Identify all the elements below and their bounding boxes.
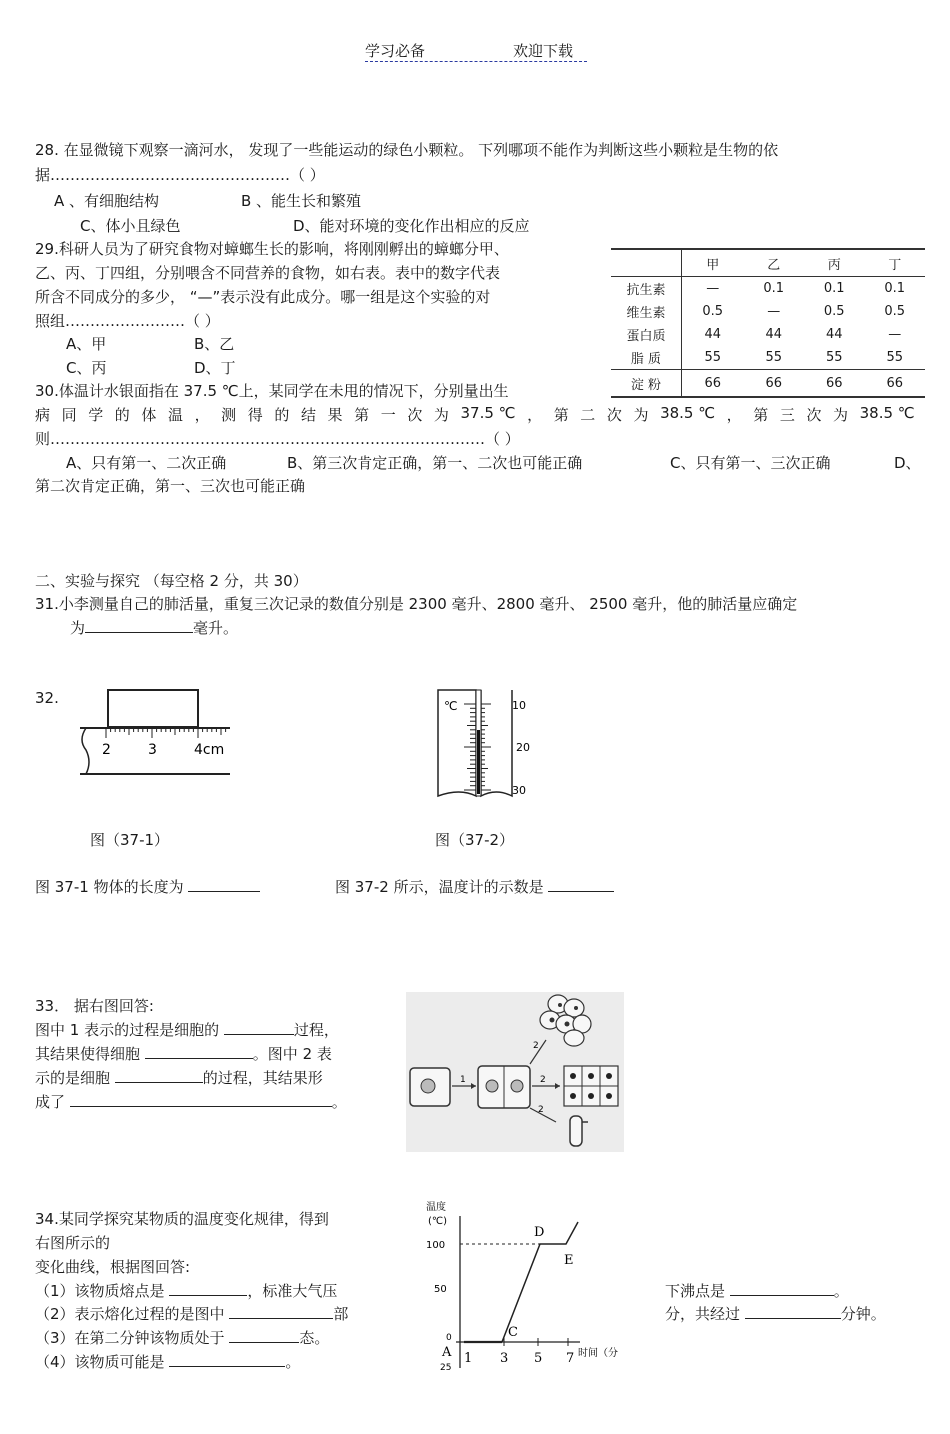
q30-line2 xyxy=(35,404,915,425)
ruler-tick-label: 3 xyxy=(148,742,157,758)
row-label: 脂 质 xyxy=(611,346,682,370)
q31-line2 xyxy=(70,617,238,638)
q31-answer-blank[interactable] xyxy=(85,618,193,633)
q30-word: 次 xyxy=(407,406,423,424)
q33-text: 图中 1 表示的过程是细胞的 xyxy=(35,1021,220,1039)
temperature-answer-blank[interactable] xyxy=(548,877,614,892)
q34-part1-right xyxy=(665,1280,849,1301)
table-cell: 0.1 xyxy=(884,281,906,296)
table-cell: 0.1 xyxy=(763,281,785,296)
q34-part2-right xyxy=(665,1303,886,1324)
point-label: D xyxy=(534,1225,545,1240)
thermo-tick-label: 10 xyxy=(512,699,526,712)
q33-text: 。 xyxy=(331,1093,347,1111)
q30-word: 体 xyxy=(141,406,157,424)
q31-prefix: 为 xyxy=(70,619,86,637)
q33-line3 xyxy=(35,1043,332,1064)
q30-word: 病 xyxy=(35,406,51,424)
cell-division-figure xyxy=(406,992,624,1152)
figure-caption-2: 图（37-2） xyxy=(435,831,515,849)
q34-part1 xyxy=(35,1280,337,1301)
q30-word: ， xyxy=(726,406,742,424)
table-cell: 55 xyxy=(886,350,903,365)
table-cell: 0.1 xyxy=(823,281,845,296)
table-cell: 44 xyxy=(704,327,721,342)
x-tick-label: 7 xyxy=(566,1351,575,1366)
q34-part2 xyxy=(35,1303,348,1324)
q31-line1: 31.小李测量自己的肺活量，重复三次记录的数值分别是 2300 毫升、2800 毫升、 2500 毫升，他的肺活量应确定 xyxy=(35,595,798,613)
table-cell: 55 xyxy=(825,350,843,365)
temperature-curve xyxy=(502,1222,578,1342)
q29-line3: 所含不同成分的多少， “—”表示没有此成分。哪一组是这个实验的对 xyxy=(35,288,491,306)
q33-line4 xyxy=(35,1067,323,1088)
table-header-cell: 甲 xyxy=(682,249,744,277)
q30-word: 次 xyxy=(606,406,622,424)
q30-word: 结 xyxy=(300,406,316,424)
section-title: 二、实验与探究 （每空格 2 分，共 30） xyxy=(35,572,308,590)
table-header-cell: 丁 xyxy=(864,249,925,277)
chart-xlabel: 时间（分 xyxy=(578,1348,618,1359)
table-cell: 0.5 xyxy=(823,304,845,319)
thermometer-figure xyxy=(436,688,536,800)
q30-option-c: C、只有第一、三次正确 xyxy=(670,454,831,472)
process-label: 2 xyxy=(540,1075,546,1085)
table-cell: 66 xyxy=(743,370,804,398)
measured-block xyxy=(108,690,198,727)
q33-text: 示的是细胞 xyxy=(35,1069,111,1087)
q34-text: 部 xyxy=(333,1305,349,1323)
y-tick-label: 50 xyxy=(434,1284,447,1295)
q30-word: 三 xyxy=(779,406,795,424)
temperature-curve-figure xyxy=(420,1196,630,1376)
q29-option-a: A、甲 xyxy=(66,335,107,353)
point-label: A xyxy=(442,1345,452,1360)
q33-line2 xyxy=(35,1019,339,1040)
table-cell: 55 xyxy=(704,350,721,365)
substance-blank[interactable] xyxy=(169,1352,285,1367)
q34-line2: 右图所示的 xyxy=(35,1234,111,1252)
table-cell: 66 xyxy=(682,370,744,398)
q31-suffix: 毫升。 xyxy=(193,619,239,637)
q33-text: 过程， xyxy=(293,1021,339,1039)
q30-word: ， xyxy=(527,406,543,424)
y-tick-label: 0 xyxy=(446,1333,452,1343)
duration-blank[interactable] xyxy=(745,1304,841,1319)
melting-point-blank[interactable] xyxy=(169,1281,247,1296)
q30-word: 第 xyxy=(553,406,569,424)
q30-word: 为 xyxy=(633,406,649,424)
chart-ylabel-unit: (℃) xyxy=(428,1216,448,1227)
q33-blank-1[interactable] xyxy=(224,1020,294,1035)
y-tick-label: 100 xyxy=(426,1240,446,1251)
melting-segment-blank[interactable] xyxy=(229,1304,333,1319)
table-cell: 0.5 xyxy=(884,304,906,319)
header-underline xyxy=(365,61,587,62)
q34-text: （3）在第二分钟该物质处于 xyxy=(35,1329,225,1347)
q33-blank-2[interactable] xyxy=(145,1044,253,1059)
table-cell: 55 xyxy=(765,350,782,365)
length-answer-blank[interactable] xyxy=(188,877,260,892)
q30-word: 次 xyxy=(806,406,822,424)
table-corner xyxy=(611,249,682,277)
q30-option-a: A、只有第一、二次正确 xyxy=(66,454,227,472)
q29-line1: 29.科研人员为了研究食物对蟑螂生长的影响，将刚刚孵出的蟑螂分甲、 xyxy=(35,240,509,258)
table-row xyxy=(611,370,925,398)
q34-part4 xyxy=(35,1351,300,1372)
q28-option-d: D、能对环境的变化作出相应的反应 xyxy=(293,217,530,235)
table-row xyxy=(611,277,925,301)
table-cell: 66 xyxy=(804,370,865,398)
elongated-cell xyxy=(570,1116,582,1146)
q28-line2: 据…………………………………………（ ） xyxy=(35,166,325,184)
x-tick-label: 3 xyxy=(500,1351,509,1366)
q34-part3 xyxy=(35,1327,329,1348)
q30-word: 学 xyxy=(88,406,104,424)
table-row xyxy=(611,323,925,346)
x-tick-label: 1 xyxy=(464,1351,473,1366)
q30-word: 38.5 ℃ xyxy=(660,404,716,422)
q29-option-d: D、丁 xyxy=(194,359,236,377)
table-header-cell: 乙 xyxy=(743,249,804,277)
row-label: 蛋白质 xyxy=(611,323,682,346)
q34-text: （1）该物质熔点是 xyxy=(35,1282,165,1300)
q28-line1: 28. 在显微镜下观察一滴河水， 发现了一些能运动的绿色小颗粒。 下列哪项不能作为判断这些小颗粒是生物的依 xyxy=(35,141,779,159)
q34-text: 。 xyxy=(285,1353,301,1371)
q30-word: 果 xyxy=(327,406,343,424)
q29-line2: 乙、丙、丁四组，分别喂含不同营养的食物，如右表。表中的数字代表 xyxy=(35,264,501,282)
q30-word: 第 xyxy=(354,406,370,424)
q30-word: 测 xyxy=(221,406,237,424)
thermo-tick-label: 20 xyxy=(516,741,530,754)
ruler-tick-label: 2 xyxy=(102,742,111,758)
process-label: 1 xyxy=(460,1075,466,1085)
table-cell: — xyxy=(767,304,781,319)
q30-line3: 则……………………………………………………………………………（ ） xyxy=(35,430,520,448)
process-label: 2 xyxy=(533,1041,539,1051)
q34-text: ，标准大气压 xyxy=(247,1282,338,1300)
point-label: C xyxy=(508,1325,518,1340)
q34-text: 。 xyxy=(833,1282,849,1300)
q34-line1: 34.某同学探究某物质的温度变化规律，得到 xyxy=(35,1210,329,1228)
q30-option-d-cont: 第二次肯定正确，第一、三次也可能正确 xyxy=(35,477,306,495)
q30-word: 得 xyxy=(247,406,263,424)
table-header-cell: 丙 xyxy=(804,249,865,277)
x-tick-label: 5 xyxy=(534,1351,543,1366)
table-cell: 66 xyxy=(864,370,925,398)
q33-text: 。图中 2 表 xyxy=(252,1045,332,1063)
q30-word: 二 xyxy=(580,406,596,424)
q29-option-b: B、乙 xyxy=(194,335,235,353)
q32-ask-1 xyxy=(35,876,260,897)
q29-nutrient-table xyxy=(611,248,925,398)
q30-word: 第 xyxy=(753,406,769,424)
chart-ylabel: 温度 xyxy=(426,1202,446,1213)
q30-word: 为 xyxy=(833,406,849,424)
q33-line5 xyxy=(35,1091,347,1112)
q34-line3: 变化曲线，根据图回答: xyxy=(35,1258,191,1276)
q34-text: （2）表示熔化过程的是图中 xyxy=(35,1305,225,1323)
q34-text: 分钟。 xyxy=(840,1305,886,1323)
q33-blank-3[interactable] xyxy=(115,1068,203,1083)
q33-text: 成了 xyxy=(35,1093,66,1111)
q30-word: 38.5 ℃ xyxy=(859,404,915,422)
q30-word: 37.5 ℃ xyxy=(460,404,516,422)
thermo-unit: ℃ xyxy=(444,699,458,713)
table-row xyxy=(611,346,925,370)
q33-text: 其结果使得细胞 xyxy=(35,1045,141,1063)
row-label: 淀 粉 xyxy=(611,370,682,398)
q30-word: 为 xyxy=(433,406,449,424)
table-cell: 0.5 xyxy=(702,304,724,319)
ruler-figure xyxy=(80,688,232,776)
table-row xyxy=(611,300,925,323)
thermo-tick-label: 30 xyxy=(512,784,526,797)
header-left: 学习必备 xyxy=(365,42,426,60)
figure-caption-1: 图（37-1） xyxy=(90,831,170,849)
mercury-column xyxy=(477,730,480,794)
q30-word: 温 xyxy=(167,406,183,424)
page-header xyxy=(365,40,573,61)
boiling-point-blank[interactable] xyxy=(730,1281,834,1296)
y-tick-label: 25 xyxy=(440,1363,452,1373)
q32-ask1-text: 图 37-1 物体的长度为 xyxy=(35,878,184,896)
row-label: 维生素 xyxy=(611,300,682,323)
process-label: 2 xyxy=(538,1105,544,1115)
q32-number: 32. xyxy=(35,689,59,707)
q34-text: （4）该物质可能是 xyxy=(35,1353,165,1371)
header-right: 欢迎下载 xyxy=(513,42,574,60)
q32-ask2-text: 图 37-2 所示，温度计的示数是 xyxy=(335,878,544,896)
q30-line1: 30.体温计水银面指在 37.5 ℃上，某同学在未甩的情况下，分别量出生 xyxy=(35,382,509,400)
q30-word: 同 xyxy=(61,406,77,424)
table-cell: 44 xyxy=(825,327,843,342)
q34-text: 分，共经过 xyxy=(665,1305,741,1323)
q28-option-b: B 、能生长和繁殖 xyxy=(241,192,362,210)
table-cell: — xyxy=(706,281,720,296)
q33-text: 的过程，其结果形 xyxy=(202,1069,323,1087)
q33-blank-4[interactable] xyxy=(70,1092,332,1107)
q30-word: 一 xyxy=(380,406,396,424)
q34-text: 态。 xyxy=(299,1329,330,1347)
q32-ask-2 xyxy=(335,876,614,897)
q33-line1: 33． 据右图回答: xyxy=(35,997,154,1015)
q34-text: 下沸点是 xyxy=(665,1282,726,1300)
q29-option-c: C、丙 xyxy=(66,359,107,377)
q30-word: ， xyxy=(194,406,210,424)
q29-line4: 照组……………………（ ） xyxy=(35,312,220,330)
q28-option-a: A 、有细胞结构 xyxy=(54,192,160,210)
q30-word: 的 xyxy=(274,406,290,424)
point-label: E xyxy=(564,1253,574,1268)
q30-option-d: D、 xyxy=(894,454,921,472)
q30-option-b: B、第三次肯定正确，第一、二次也可能正确 xyxy=(287,454,583,472)
q30-word: 的 xyxy=(114,406,130,424)
state-blank[interactable] xyxy=(229,1328,299,1343)
table-cell: — xyxy=(888,327,902,342)
row-label: 抗生素 xyxy=(611,277,682,301)
q28-option-c: C、体小且绿色 xyxy=(80,217,181,235)
ruler-tick-label: 4cm xyxy=(194,742,225,758)
table-cell: 44 xyxy=(765,327,782,342)
